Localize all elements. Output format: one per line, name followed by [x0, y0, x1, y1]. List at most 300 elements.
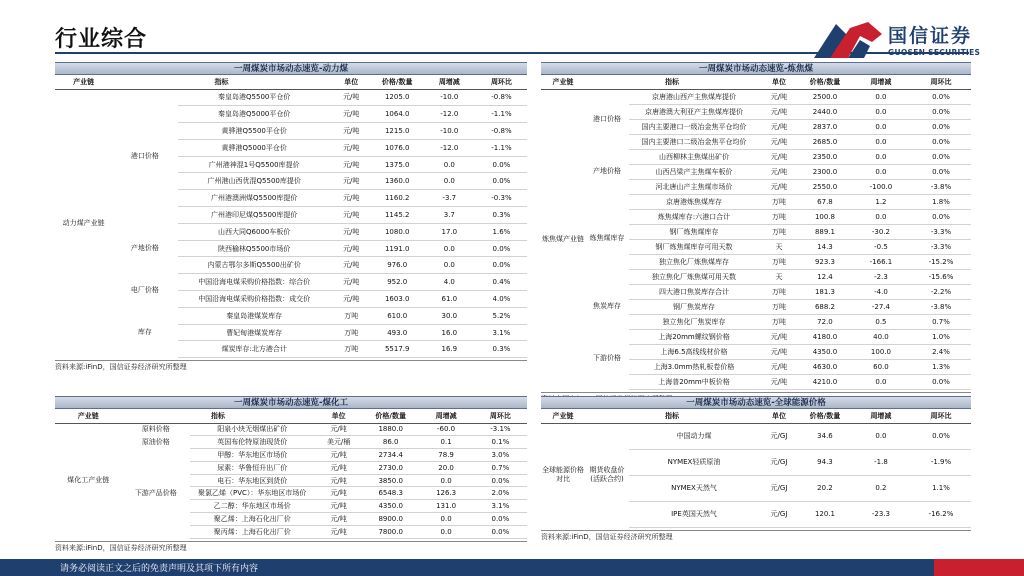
- change-cell: 0.0: [423, 156, 476, 173]
- chain-label: 炼焦煤产业链: [542, 234, 584, 243]
- pct-cell: -3.8%: [911, 299, 971, 314]
- indicator-cell: 独立焦化厂炼焦煤可用天数: [629, 269, 759, 284]
- indicator-cell: 尿素：华鲁恒升出厂价: [190, 461, 314, 474]
- column-header-weekly-pct: 周环比: [911, 409, 971, 423]
- unit-cell: 元/吨: [331, 190, 372, 207]
- change-cell: 0.0: [851, 209, 911, 224]
- indicator-cell: 上海20mm螺纹钢价格: [629, 329, 759, 344]
- guosen-logo-icon: [812, 18, 884, 60]
- indicator-cell: 中国沿海电煤采购价格指数：综合价: [178, 274, 331, 291]
- pct-cell: 0.0%: [911, 209, 971, 224]
- column-header-value: 价格/数量: [799, 75, 851, 89]
- pct-cell: 5.2%: [476, 307, 527, 324]
- unit-cell: 元/GJ: [759, 423, 799, 449]
- pct-cell: -3.3%: [911, 239, 971, 254]
- indicator-cell: 河北唐山产主焦煤市场价: [629, 179, 759, 194]
- unit-cell: 元/吨: [331, 207, 372, 224]
- group-label: 下游价格: [592, 354, 621, 363]
- indicator-cell: 上海3.0mm热轧板卷价格: [629, 359, 759, 374]
- indicator-cell: 钢厂炼焦煤库存可用天数: [629, 239, 759, 254]
- column-header-unit: 单位: [314, 409, 363, 423]
- pct-cell: -3.1%: [474, 423, 527, 436]
- value-cell: 1360.0: [372, 173, 423, 190]
- indicator-cell: 广州港澳洲煤Q5500库提价: [178, 190, 331, 207]
- global-energy-panel: [541, 396, 971, 542]
- pct-cell: 0.0%: [476, 173, 527, 190]
- change-cell: 17.0: [423, 223, 476, 240]
- column-header-value: 价格/数量: [799, 409, 851, 423]
- indicator-cell: 山西大同Q6000车板价: [178, 223, 331, 240]
- indicator-cell: 独立焦化厂焦炭库存: [629, 314, 759, 329]
- value-cell: 1076.0: [372, 139, 423, 156]
- unit-cell: 元/吨: [314, 525, 363, 538]
- logo-english-name: GUOSEN SECURITIES: [888, 48, 981, 57]
- pct-cell: 1.3%: [911, 359, 971, 374]
- table-row: [55, 449, 527, 462]
- value-cell: 100.8: [799, 209, 851, 224]
- value-cell: 1080.0: [372, 223, 423, 240]
- group-label: 原油价格: [141, 437, 170, 446]
- indicator-cell: 中国动力煤: [629, 423, 759, 449]
- page-title: 行业综合: [55, 27, 148, 52]
- change-cell: 0.2: [851, 475, 911, 501]
- indicator-cell: 电石：华东地区到货价: [190, 474, 314, 487]
- indicator-cell: 秦皇岛港Q5500平仓价: [178, 89, 331, 106]
- change-cell: 61.0: [423, 291, 476, 308]
- unit-cell: 万吨: [759, 299, 799, 314]
- value-cell: 67.8: [799, 194, 851, 209]
- value-cell: 2685.0: [799, 134, 851, 149]
- column-header-weekly-pct: 周环比: [474, 409, 527, 423]
- column-header-chain: 产业链: [541, 409, 585, 423]
- pct-cell: 1.1%: [911, 475, 971, 501]
- column-header-chain: 产业链: [55, 409, 121, 423]
- value-cell: 120.1: [799, 501, 851, 527]
- value-cell: 952.0: [372, 274, 423, 291]
- data-table: [541, 409, 971, 528]
- group-label: 原料价格: [141, 425, 170, 434]
- value-cell: 2500.0: [799, 89, 851, 104]
- pct-cell: -15.2%: [911, 254, 971, 269]
- value-cell: 94.3: [799, 449, 851, 475]
- column-header-indicator: 指标: [112, 75, 331, 89]
- footer-accent: [934, 559, 1024, 576]
- pct-cell: -3.3%: [911, 224, 971, 239]
- pct-cell: 0.0%: [476, 257, 527, 274]
- indicator-cell: 广州港山西优混Q5500库提价: [178, 173, 331, 190]
- change-cell: 0.0: [851, 423, 911, 449]
- table-header-row: [55, 75, 527, 89]
- pct-cell: -15.6%: [911, 269, 971, 284]
- value-cell: 1215.0: [372, 123, 423, 140]
- column-header-unit: 单位: [759, 409, 799, 423]
- unit-cell: 万吨: [331, 324, 372, 341]
- indicator-cell: 阳泉小块无烟煤出矿价: [190, 423, 314, 436]
- pct-cell: -0.3%: [476, 190, 527, 207]
- change-cell: -166.1: [851, 254, 911, 269]
- unit-cell: 元/GJ: [759, 475, 799, 501]
- indicator-cell: 四大港口焦炭库存合计: [629, 284, 759, 299]
- indicator-cell: 京唐港炼焦煤库存: [629, 194, 759, 209]
- table-header-row: [55, 409, 527, 423]
- column-header-indicator: 指标: [121, 409, 314, 423]
- column-header-weekly-change: 周增减: [851, 75, 911, 89]
- unit-cell: 元/吨: [331, 89, 372, 106]
- table-row: [55, 307, 527, 324]
- unit-cell: 万吨: [331, 341, 372, 358]
- value-cell: 4630.0: [799, 359, 851, 374]
- column-header-chain: 产业链: [541, 75, 585, 89]
- group-label: 港口价格: [130, 151, 159, 160]
- indicator-cell: 广州港印尼煤Q5500库提价: [178, 207, 331, 224]
- unit-cell: 天: [759, 269, 799, 284]
- pct-cell: 0.0%: [911, 104, 971, 119]
- value-cell: 2440.0: [799, 104, 851, 119]
- pct-cell: 0.0%: [911, 134, 971, 149]
- indicator-cell: 国内主要港口一级冶金焦平仓均价: [629, 119, 759, 134]
- unit-cell: 元/吨: [314, 474, 363, 487]
- unit-cell: 天: [759, 239, 799, 254]
- chain-label: 全球能源价格对比: [542, 466, 584, 484]
- change-cell: -30.2: [851, 224, 911, 239]
- unit-cell: 元/吨: [314, 500, 363, 513]
- pct-cell: 0.0%: [911, 89, 971, 104]
- change-cell: 20.0: [418, 461, 473, 474]
- change-cell: 0.0: [851, 104, 911, 119]
- indicator-cell: 中国沿海电煤采购价格指数：成交价: [178, 291, 331, 308]
- change-cell: 131.0: [418, 500, 473, 513]
- source-note: 资料来源:iFinD，国信证券经济研究所整理: [55, 360, 527, 372]
- pct-cell: 0.7%: [474, 461, 527, 474]
- change-cell: 0.0: [851, 149, 911, 164]
- column-header-value: 价格/数量: [363, 409, 418, 423]
- pct-cell: 0.0%: [474, 525, 527, 538]
- table-row: [541, 423, 971, 449]
- indicator-cell: 甲醇：华东地区市场价: [190, 449, 314, 462]
- pct-cell: 2.4%: [911, 344, 971, 359]
- unit-cell: 元/吨: [331, 291, 372, 308]
- value-cell: 976.0: [372, 257, 423, 274]
- column-header-unit: 单位: [331, 75, 372, 89]
- change-cell: 0.5: [851, 314, 911, 329]
- panel-title: 一周煤炭市场动态速览-煤化工: [55, 396, 527, 409]
- unit-cell: 元/吨: [759, 104, 799, 119]
- change-cell: 4.0: [423, 274, 476, 291]
- column-header-weekly-change: 周增减: [851, 409, 911, 423]
- value-cell: 1160.2: [372, 190, 423, 207]
- column-header-weekly-pct: 周环比: [911, 75, 971, 89]
- panel-title: 一周煤炭市场动态速览-全球能源价格: [541, 396, 971, 409]
- table-row: [55, 89, 527, 106]
- value-cell: 181.3: [799, 284, 851, 299]
- unit-cell: 元/吨: [314, 449, 363, 462]
- unit-cell: 元/吨: [331, 223, 372, 240]
- value-cell: 1880.0: [363, 423, 418, 436]
- change-cell: -0.5: [851, 239, 911, 254]
- value-cell: 2300.0: [799, 164, 851, 179]
- unit-cell: 万吨: [331, 307, 372, 324]
- change-cell: 0.0: [423, 173, 476, 190]
- indicator-cell: 炼焦煤库存:六港口合计: [629, 209, 759, 224]
- pct-cell: -1.1%: [476, 106, 527, 123]
- indicator-cell: 京唐港澳大利亚产主焦煤库提价: [629, 104, 759, 119]
- column-header-chain: 产业链: [55, 75, 112, 89]
- unit-cell: 万吨: [759, 209, 799, 224]
- value-cell: 4180.0: [799, 329, 851, 344]
- indicator-cell: 内蒙古鄂尔多斯Q5500出矿价: [178, 257, 331, 274]
- unit-cell: 元/吨: [759, 119, 799, 134]
- change-cell: 0.0: [851, 134, 911, 149]
- unit-cell: 元/吨: [331, 139, 372, 156]
- column-header-indicator: 指标: [585, 75, 759, 89]
- table-row: [541, 284, 971, 299]
- table-row: [541, 149, 971, 164]
- value-cell: 1064.0: [372, 106, 423, 123]
- value-cell: 1191.0: [372, 240, 423, 257]
- chain-label: 动力煤产业链: [62, 219, 105, 228]
- unit-cell: 万吨: [759, 194, 799, 209]
- pct-cell: -0.8%: [476, 123, 527, 140]
- group-label: 港口价格: [592, 114, 621, 123]
- value-cell: 688.2: [799, 299, 851, 314]
- change-cell: 0.1: [418, 436, 473, 449]
- pct-cell: -0.8%: [476, 89, 527, 106]
- change-cell: -60.0: [418, 423, 473, 436]
- group-label: 库存: [137, 328, 152, 336]
- group-label: 电厂价格: [130, 286, 159, 295]
- change-cell: 0.0: [418, 474, 473, 487]
- change-cell: 0.0: [423, 240, 476, 257]
- value-cell: 1145.2: [372, 207, 423, 224]
- value-cell: 34.6: [799, 423, 851, 449]
- indicator-cell: 乙二醇：华东地区市场价: [190, 500, 314, 513]
- change-cell: 16.0: [423, 324, 476, 341]
- value-cell: 7800.0: [363, 525, 418, 538]
- pct-cell: 4.0%: [476, 291, 527, 308]
- unit-cell: 万吨: [759, 314, 799, 329]
- indicator-cell: 京唐港山西产主焦煤库提价: [629, 89, 759, 104]
- pct-cell: 0.0%: [911, 374, 971, 389]
- change-cell: 40.0: [851, 329, 911, 344]
- indicator-cell: 国内主要港口二级冶金焦平仓均价: [629, 134, 759, 149]
- table-row: [541, 194, 971, 209]
- value-cell: 14.3: [799, 239, 851, 254]
- value-cell: 72.0: [799, 314, 851, 329]
- value-cell: 4350.0: [363, 500, 418, 513]
- value-cell: 6548.3: [363, 487, 418, 500]
- table-header-row: [541, 75, 971, 89]
- unit-cell: 元/吨: [759, 344, 799, 359]
- value-cell: 4210.0: [799, 374, 851, 389]
- unit-cell: 元/吨: [331, 173, 372, 190]
- indicator-cell: 秦皇岛港Q5000平仓价: [178, 106, 331, 123]
- value-cell: 12.4: [799, 269, 851, 284]
- unit-cell: 万吨: [759, 254, 799, 269]
- change-cell: -12.0: [423, 106, 476, 123]
- change-cell: 0.0: [418, 513, 473, 526]
- pct-cell: -1.9%: [911, 449, 971, 475]
- unit-cell: 元/吨: [331, 240, 372, 257]
- table-row: [541, 329, 971, 344]
- unit-cell: 元/吨: [331, 123, 372, 140]
- disclaimer-text: 请务必阅读正文之后的免责声明及其项下所有内容: [60, 564, 259, 574]
- pct-cell: 0.0%: [911, 423, 971, 449]
- value-cell: 1603.0: [372, 291, 423, 308]
- value-cell: 5517.9: [372, 341, 423, 358]
- unit-cell: 元/吨: [759, 149, 799, 164]
- table-row: [55, 436, 527, 449]
- change-cell: 16.9: [423, 341, 476, 358]
- unit-cell: 万吨: [759, 224, 799, 239]
- change-cell: 0.0: [851, 89, 911, 104]
- value-cell: 1205.0: [372, 89, 423, 106]
- indicator-cell: NYMEX轻质原油: [629, 449, 759, 475]
- unit-cell: 元/吨: [759, 329, 799, 344]
- change-cell: -2.3: [851, 269, 911, 284]
- pct-cell: 1.6%: [476, 223, 527, 240]
- change-cell: 0.0: [851, 374, 911, 389]
- pct-cell: 0.0%: [911, 149, 971, 164]
- indicator-cell: 英国布伦特原油现货价: [190, 436, 314, 449]
- panel-title: 一周煤炭市场动态速览-动力煤: [55, 62, 527, 75]
- indicator-cell: 钢厂炼焦煤库存: [629, 224, 759, 239]
- indicator-cell: IPE英国天然气: [629, 501, 759, 527]
- column-header-weekly-change: 周增减: [418, 409, 473, 423]
- unit-cell: 元/吨: [314, 423, 363, 436]
- value-cell: 889.1: [799, 224, 851, 239]
- change-cell: 60.0: [851, 359, 911, 374]
- pct-cell: 3.0%: [474, 449, 527, 462]
- change-cell: -10.0: [423, 89, 476, 106]
- indicator-cell: 秦皇岛港煤炭库存: [178, 307, 331, 324]
- pct-cell: 0.3%: [476, 341, 527, 358]
- value-cell: 3850.0: [363, 474, 418, 487]
- change-cell: -4.0: [851, 284, 911, 299]
- value-cell: 923.3: [799, 254, 851, 269]
- column-header-weekly-pct: 周环比: [476, 75, 527, 89]
- value-cell: 86.0: [363, 436, 418, 449]
- change-cell: 78.9: [418, 449, 473, 462]
- unit-cell: 元/吨: [759, 164, 799, 179]
- indicator-cell: 黄骅港Q5500平仓价: [178, 123, 331, 140]
- source-note: 资料来源:iFinD，国信证券经济研究所整理: [55, 541, 527, 553]
- table-row: [55, 423, 527, 436]
- change-cell: 0.0: [423, 257, 476, 274]
- pct-cell: -2.2%: [911, 284, 971, 299]
- indicator-cell: 山西吕梁产主焦煤车板价: [629, 164, 759, 179]
- company-logo: [812, 18, 982, 62]
- indicator-cell: NYMEX天然气: [629, 475, 759, 501]
- group-label: 焦炭库存: [592, 301, 621, 310]
- pct-cell: 0.0%: [476, 240, 527, 257]
- column-header-indicator: 指标: [585, 409, 759, 423]
- indicator-cell: 陕西榆林Q5500市场价: [178, 240, 331, 257]
- unit-cell: 元/吨: [331, 274, 372, 291]
- unit-cell: 元/吨: [314, 513, 363, 526]
- thermal-coal-panel: [55, 62, 527, 372]
- group-label: 下游产品价格: [134, 488, 177, 497]
- change-cell: -10.0: [423, 123, 476, 140]
- pct-cell: 0.1%: [474, 436, 527, 449]
- unit-cell: 元/吨: [314, 487, 363, 500]
- unit-cell: 元/吨: [759, 89, 799, 104]
- unit-cell: 元/吨: [331, 106, 372, 123]
- value-cell: 493.0: [372, 324, 423, 341]
- unit-cell: 元/吨: [331, 257, 372, 274]
- coal-chemical-panel: [55, 396, 527, 553]
- logo-chinese-name: 国信证券: [888, 25, 973, 47]
- pct-cell: 0.0%: [911, 119, 971, 134]
- column-header-value: 价格/数量: [372, 75, 423, 89]
- unit-cell: 元/吨: [759, 134, 799, 149]
- group-label: 产地价格: [592, 166, 621, 175]
- indicator-cell: 独立焦化厂炼焦煤库存: [629, 254, 759, 269]
- data-table: [541, 75, 971, 390]
- pct-cell: 0.0%: [474, 474, 527, 487]
- change-cell: 0.0: [851, 164, 911, 179]
- footer-bar: [0, 559, 1024, 576]
- value-cell: 8900.0: [363, 513, 418, 526]
- data-table: [55, 75, 527, 358]
- group-label: 产地价格: [130, 244, 159, 253]
- unit-cell: 元/GJ: [759, 449, 799, 475]
- pct-cell: 1.0%: [911, 329, 971, 344]
- indicator-cell: 黄骅港Q5000平仓价: [178, 139, 331, 156]
- value-cell: 2734.4: [363, 449, 418, 462]
- value-cell: 4350.0: [799, 344, 851, 359]
- column-header-unit: 单位: [759, 75, 799, 89]
- unit-cell: 元/GJ: [759, 501, 799, 527]
- chain-label: 煤化工产业链: [67, 476, 110, 485]
- unit-cell: 元/吨: [759, 374, 799, 389]
- value-cell: 20.2: [799, 475, 851, 501]
- change-cell: 1.2: [851, 194, 911, 209]
- value-cell: 1375.0: [372, 156, 423, 173]
- data-table: [55, 409, 527, 539]
- change-cell: 3.7: [423, 207, 476, 224]
- table-row: [541, 89, 971, 104]
- pct-cell: 0.3%: [476, 207, 527, 224]
- group-label: 期货收盘价(活跃合约): [589, 466, 625, 484]
- pct-cell: 3.1%: [474, 500, 527, 513]
- indicator-cell: 聚乙烯：上海石化出厂价: [190, 513, 314, 526]
- unit-cell: 元/吨: [314, 461, 363, 474]
- pct-cell: 2.0%: [474, 487, 527, 500]
- change-cell: 126.3: [418, 487, 473, 500]
- change-cell: -12.0: [423, 139, 476, 156]
- indicator-cell: 上海普20mm中板价格: [629, 374, 759, 389]
- pct-cell: 3.1%: [476, 324, 527, 341]
- unit-cell: 元/吨: [759, 179, 799, 194]
- table-row: [55, 274, 527, 291]
- panel-title: 一周煤炭市场动态速览-炼焦煤: [541, 62, 971, 75]
- indicator-cell: 聚丙烯：上海石化出厂价: [190, 525, 314, 538]
- indicator-cell: 聚氯乙烯（PVC）：华东地区市场价: [190, 487, 314, 500]
- pct-cell: 0.4%: [476, 274, 527, 291]
- change-cell: 30.0: [423, 307, 476, 324]
- pct-cell: -16.2%: [911, 501, 971, 527]
- change-cell: 0.0: [851, 119, 911, 134]
- value-cell: 2730.0: [363, 461, 418, 474]
- change-cell: -100.0: [851, 179, 911, 194]
- indicator-cell: 煤炭库存:北方港合计: [178, 341, 331, 358]
- indicator-cell: 钢厂焦炭库存: [629, 299, 759, 314]
- pct-cell: 0.0%: [476, 156, 527, 173]
- indicator-cell: 广州港神混1号Q5500库提价: [178, 156, 331, 173]
- unit-cell: 元/吨: [331, 156, 372, 173]
- indicator-cell: 山西柳林主焦煤出矿价: [629, 149, 759, 164]
- value-cell: 2350.0: [799, 149, 851, 164]
